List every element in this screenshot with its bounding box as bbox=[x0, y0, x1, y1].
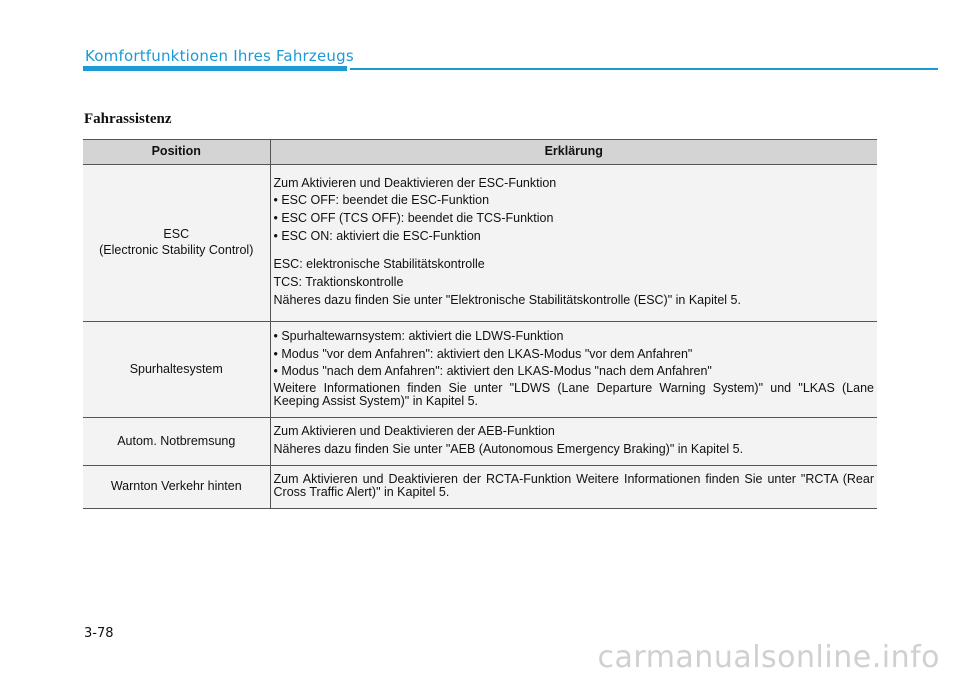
explanation-line: Weitere Informationen finden Sie unter "LDWS (Lane Departure Warning System)" und "LKAS (Lane Keeping Assist System)" in Kapitel 5. bbox=[273, 380, 874, 408]
position-label: ESC bbox=[163, 227, 190, 242]
explanation-line: ESC: elektronische Stabilitätskontrolle bbox=[273, 257, 485, 272]
explanation-line: • ESC OFF: beendet die ESC-Funktion bbox=[273, 193, 490, 208]
table-row bbox=[83, 466, 877, 509]
column-header-explanation: Erklärung bbox=[270, 140, 877, 165]
header-accent-bar bbox=[83, 66, 347, 71]
position-label: (Electronic Stability Control) bbox=[99, 243, 254, 257]
explanation-line: Zum Aktivieren und Deaktivieren der RCTA-Funktion Weitere Informationen finden Sie unter "RCTA (Rear Cross Traffic Alert)" in Kapitel 5. bbox=[273, 472, 874, 500]
watermark: carmanualsonline.info bbox=[597, 640, 940, 675]
explanation-line: Zum Aktivieren und Deaktivieren der AEB-Funktion bbox=[273, 424, 555, 438]
row-explanation-cell bbox=[270, 418, 877, 466]
row-explanation-cell bbox=[270, 466, 877, 509]
position-label: Spurhaltesystem bbox=[129, 361, 223, 376]
explanation-line: Näheres dazu finden Sie unter "Elektronische Stabilitätskontrolle (ESC)" in Kapitel 5. bbox=[273, 292, 741, 307]
row-position-cell bbox=[83, 322, 270, 418]
row-position-cell bbox=[83, 418, 270, 466]
header-title: Komfortfunktionen Ihres Fahrzeugs bbox=[85, 47, 354, 65]
position-label: Warnton Verkehr hinten bbox=[110, 479, 242, 494]
section-title: Fahrassistenz bbox=[84, 111, 172, 127]
explanation-line: • ESC ON: aktiviert die ESC-Funktion bbox=[273, 228, 481, 243]
explanation-line: • Modus "vor dem Anfahren": aktiviert den LKAS-Modus "vor dem Anfahren" bbox=[273, 346, 693, 361]
row-position-cell bbox=[83, 165, 270, 322]
explanation-line: TCS: Traktionskontrolle bbox=[273, 274, 404, 289]
row-position-cell bbox=[83, 466, 270, 509]
row-explanation-cell bbox=[270, 322, 877, 418]
position-label: Autom. Notbremsung bbox=[117, 433, 236, 448]
header-rule bbox=[350, 68, 938, 70]
page-number: 3-78 bbox=[84, 626, 114, 641]
table-row bbox=[83, 418, 877, 466]
row-explanation-cell bbox=[270, 165, 877, 322]
table-row bbox=[83, 322, 877, 418]
explanation-line: Zum Aktivieren und Deaktivieren der ESC-Funktion bbox=[273, 175, 557, 190]
function-table bbox=[83, 139, 877, 509]
explanation-line: • Spurhaltewarnsystem: aktiviert die LDWS-Funktion bbox=[273, 328, 564, 343]
explanation-line: • Modus "nach dem Anfahren": aktiviert den LKAS-Modus "nach dem Anfahren" bbox=[273, 364, 712, 379]
explanation-line: Näheres dazu finden Sie unter "AEB (Autonomous Emergency Braking)" in Kapitel 5. bbox=[273, 441, 744, 456]
column-header-position: Position bbox=[83, 140, 270, 165]
table-row bbox=[83, 165, 877, 322]
spacer bbox=[274, 246, 875, 255]
table-header-row bbox=[83, 140, 877, 165]
explanation-line: • ESC OFF (TCS OFF): beendet die TCS-Funktion bbox=[273, 211, 554, 226]
